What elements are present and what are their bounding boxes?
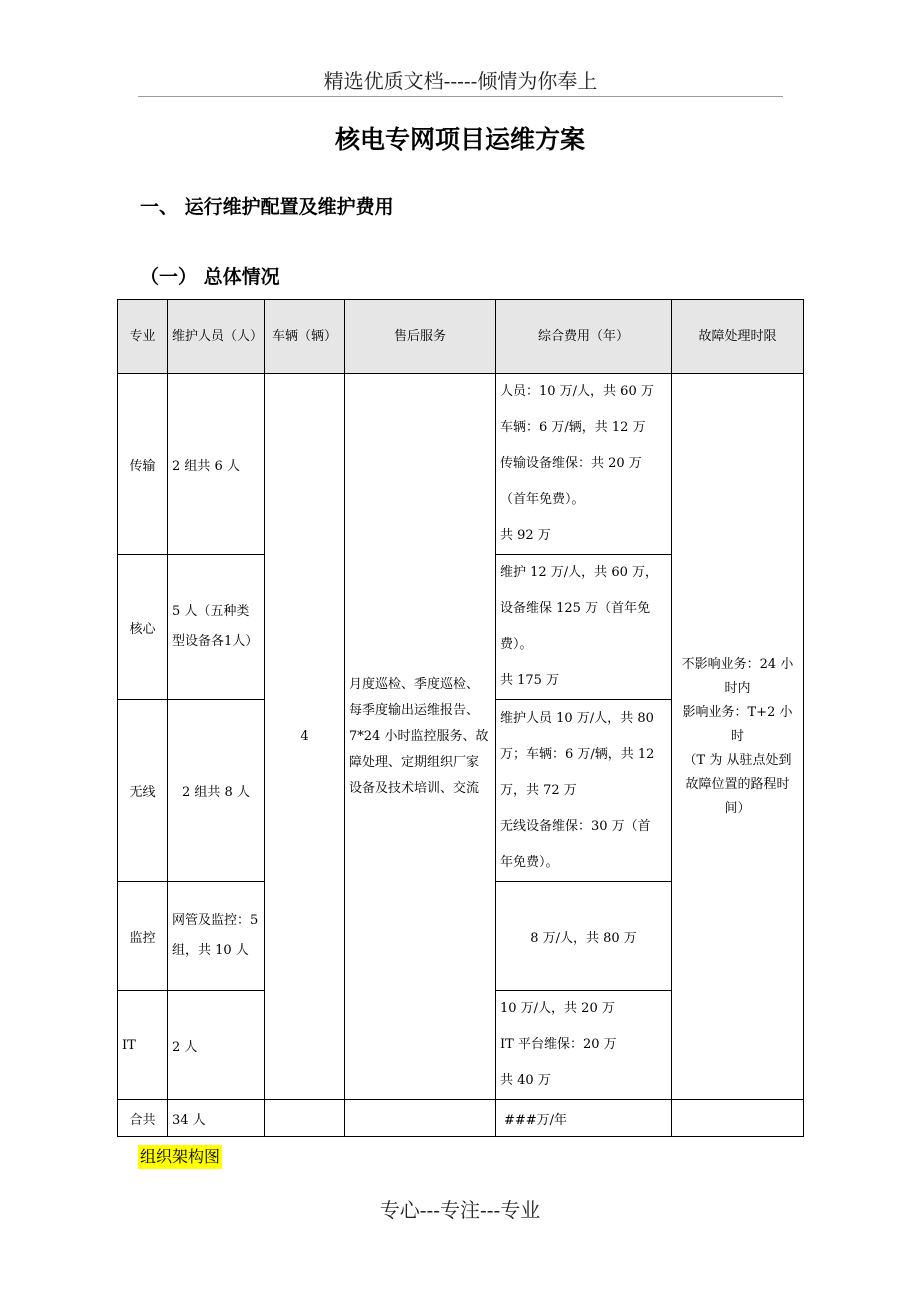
specialty-cell: IT xyxy=(118,991,168,1100)
fault-line: 故障位置的路程时 xyxy=(685,776,790,792)
staff-cell: 2 组共 6 人 xyxy=(168,374,265,555)
fault-line: 时内 xyxy=(724,680,751,696)
table-header-row xyxy=(118,300,804,374)
maintenance-table xyxy=(117,299,804,1137)
service-cell xyxy=(345,374,496,1100)
cost-line: 年免费）。 xyxy=(500,854,559,870)
service-line: 障处理、定期组织厂家 xyxy=(349,754,480,770)
service-line: 每季度输出运维报告、 xyxy=(349,702,480,718)
table-row xyxy=(118,374,804,555)
cost-line: 费）。 xyxy=(500,637,533,652)
staff-cell: 2 组共 8 人 xyxy=(168,700,265,882)
table-total-row xyxy=(118,1100,804,1137)
total-label-cell: 合共 xyxy=(118,1100,168,1137)
header-vehicles: 车辆（辆） xyxy=(265,300,345,374)
cost-cell xyxy=(496,555,672,700)
header-specialty: 专业 xyxy=(118,300,168,374)
subsection-heading: （一） 总体情况 xyxy=(140,266,280,288)
page-footer: 专心---专注---专业 xyxy=(379,1198,541,1222)
cost-line: 共 40 万 xyxy=(500,1073,551,1088)
fault-line: 影响业务：T+2 小 xyxy=(682,704,793,720)
cost-line: 共 92 万 xyxy=(500,528,551,543)
cost-cell xyxy=(496,882,672,991)
header-service: 售后服务 xyxy=(345,300,496,374)
cost-cell xyxy=(496,374,672,555)
fault-line: 不影响业务：24 小 xyxy=(681,656,794,672)
total-cost-cell: ###万/年 xyxy=(496,1100,672,1137)
cost-line: 万，共 72 万 xyxy=(500,782,577,798)
cost-line: 8 万/人，共 80 万 xyxy=(530,930,637,946)
cost-line: （首年免费）。 xyxy=(500,492,585,507)
header-fault: 故障处理时限 xyxy=(672,300,804,374)
fault-line: （T 为 从驻点处到 xyxy=(683,752,792,768)
specialty-cell: 传输 xyxy=(118,374,168,555)
total-fault-cell xyxy=(672,1100,804,1137)
cost-cell xyxy=(496,700,672,882)
cost-cell xyxy=(496,991,672,1100)
org-chart-label: 组织架构图 xyxy=(138,1145,222,1169)
cost-line: 维护 12 万/人，共 60 万， xyxy=(500,565,658,580)
total-service-cell xyxy=(345,1100,496,1137)
service-line: 设备及技术培训、交流 xyxy=(349,780,480,796)
service-line: 月度巡检、季度巡检、 xyxy=(349,676,480,692)
section-heading: 一、 运行维护配置及维护费用 xyxy=(140,196,394,218)
total-vehicles-cell xyxy=(265,1100,345,1137)
fault-line: 间） xyxy=(724,800,751,816)
specialty-cell: 无线 xyxy=(118,700,168,882)
vehicles-cell: 4 xyxy=(265,374,345,1100)
cost-line: 车辆：6 万/辆，共 12 万 xyxy=(500,420,646,435)
cost-line: 共 175 万 xyxy=(500,673,560,688)
staff-cell: 5 人（五种类型设备各1人） xyxy=(168,555,265,700)
fault-line: 时 xyxy=(730,728,744,744)
page-header: 精选优质文档-----倾情为你奉上 xyxy=(138,68,783,97)
specialty-cell: 核心 xyxy=(118,555,168,700)
service-line: 7*24 小时监控服务、故 xyxy=(349,728,489,744)
cost-line: 无线设备维保：30 万（首 xyxy=(500,818,651,834)
total-staff-cell: 34 人 xyxy=(168,1100,265,1137)
header-cost: 综合费用（年） xyxy=(496,300,672,374)
specialty-cell: 监控 xyxy=(118,882,168,991)
cost-line: 人员：10 万/人，共 60 万 xyxy=(500,384,654,399)
cost-line: 10 万/人，共 20 万 xyxy=(500,1001,615,1016)
staff-cell: 2 人 xyxy=(168,991,265,1100)
cost-line: 设备维保 125 万（首年免 xyxy=(500,601,651,616)
staff-cell: 网管及监控：5组，共 10 人 xyxy=(168,882,265,991)
header-staff: 维护人员（人） xyxy=(168,300,265,374)
document-title: 核电专网项目运维方案 xyxy=(334,125,585,154)
cost-line: 传输设备维保：共 20 万 xyxy=(500,456,642,471)
cost-line: 万；车辆：6 万/辆，共 12 xyxy=(500,746,655,762)
fault-cell xyxy=(672,374,804,1100)
cost-line: 维护人员 10 万/人，共 80 xyxy=(500,710,654,726)
cost-line: IT 平台维保：20 万 xyxy=(500,1037,617,1052)
